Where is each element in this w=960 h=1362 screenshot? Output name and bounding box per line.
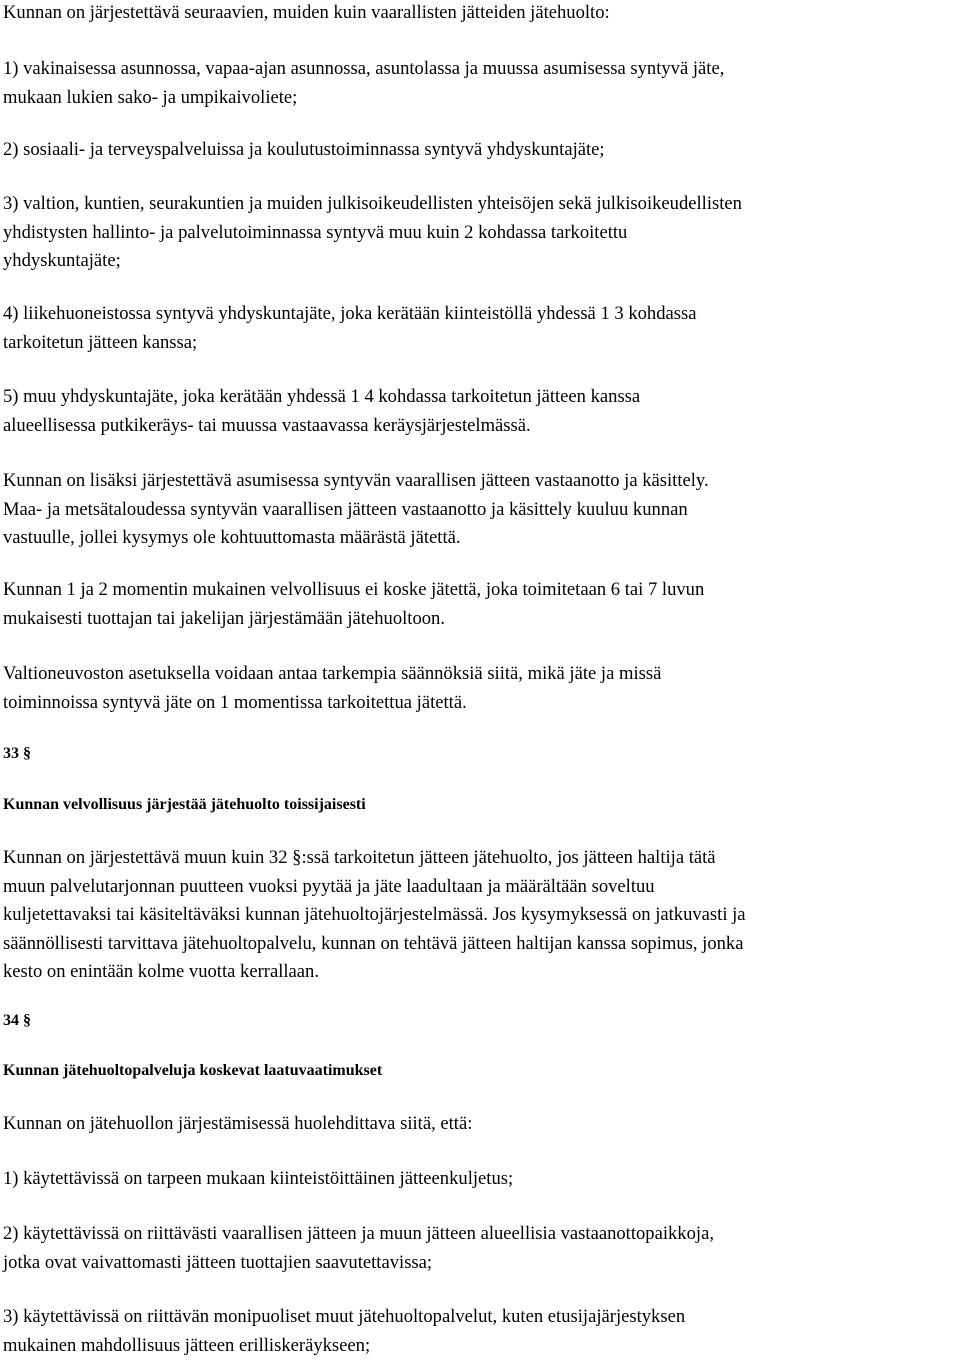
text-line: mukaan lukien sako- ja umpikaivoliete;	[3, 86, 298, 108]
text-line: toiminnoissa syntyvä jäte on 1 momentissa tarkoitettua jätettä.	[3, 691, 467, 713]
text-line: Maa- ja metsätaloudessa syntyvän vaarallisen jätteen vastaanotto ja käsittely kuuluu kunnan	[3, 498, 688, 520]
section-heading-34: Kunnan jätehuoltopalveluja koskevat laatuvaatimukset	[3, 1062, 383, 1079]
text-line: alueellisessa putkikeräys- tai muussa vastaavassa keräysjärjestelmässä.	[3, 414, 531, 436]
text-line: yhdyskuntajäte;	[3, 250, 121, 272]
text-line: vastuulle, jollei kysymys ole kohtuuttomasta määrästä jätettä.	[3, 527, 461, 549]
text-line: kuljetettavaksi tai käsiteltäväksi kunnan jätehuoltojärjestelmässä. Jos kysymyksessä on jatkuvasti ja	[3, 904, 746, 926]
list-item-4	[3, 300, 956, 357]
text-line: Kunnan on lisäksi järjestettävä asumisessa syntyvän vaarallisen jätteen vastaanotto ja käsittely.	[3, 470, 709, 491]
text-line: yhdistysten hallinto- ja palvelutoiminnassa syntyvä muu kuin 2 kohdassa tarkoitettu	[3, 221, 628, 243]
text-line: 1) käytettävissä on tarpeen mukaan kiinteistöittäinen jätteenkuljetus;	[3, 1168, 514, 1189]
section-34-item-2	[3, 1220, 956, 1277]
text-line: Kunnan on järjestettävä muun kuin 32 §:ssä tarkoitetun jätteen jätehuolto, jos jätteen haltija tätä	[3, 847, 716, 868]
text-line: Kunnan on järjestettävä seuraavien, muiden kuin vaarallisten jätteiden jätehuolto:	[3, 2, 610, 23]
text-line: 1) vakinaisessa asunnossa, vapaa-ajan asunnossa, asuntolassa ja muussa asumisessa syntyvä jäte,	[3, 58, 725, 79]
section-33-paragraph	[3, 844, 956, 987]
section-34-intro	[3, 1110, 956, 1139]
text-line: 3) valtion, kuntien, seurakuntien ja muiden julkisoikeudellisten yhteisöjen sekä julkisoikeudellisten	[3, 193, 742, 214]
list-item-5	[3, 383, 956, 440]
section-number-34: 34 §	[3, 1012, 31, 1029]
intro-paragraph	[3, 0, 956, 28]
section-34-item-3	[3, 1303, 956, 1360]
text-line: 2) käytettävissä on riittävästi vaarallisen jätteen ja muun jätteen alueellisia vastaanottopaikkoja,	[3, 1223, 714, 1244]
text-line: muun palvelutarjonnan puutteen vuoksi pyytää ja jäte laadultaan ja määrältään soveltuu	[3, 875, 655, 897]
paragraph-decree	[3, 660, 956, 717]
section-34-item-1	[3, 1165, 956, 1194]
text-line: Kunnan on jätehuollon järjestämisessä huolehdittava siitä, että:	[3, 1113, 473, 1134]
text-line: 3) käytettävissä on riittävän monipuoliset muut jätehuoltopalvelut, kuten etusijajärjestyksen	[3, 1306, 686, 1327]
list-item-1	[3, 55, 956, 112]
text-line: 5) muu yhdyskuntajäte, joka kerätään yhdessä 1 4 kohdassa tarkoitetun jätteen kanssa	[3, 386, 641, 407]
paragraph-hazardous-waste	[3, 467, 956, 553]
text-line: Valtioneuvoston asetuksella voidaan antaa tarkempia säännöksiä siitä, mikä jäte ja missä	[3, 663, 662, 684]
list-item-3	[3, 190, 956, 276]
text-line: Kunnan 1 ja 2 momentin mukainen velvollisuus ei koske jätettä, joka toimitetaan 6 tai 7 luvun	[3, 579, 705, 600]
text-line: 2) sosiaali- ja terveyspalveluissa ja koulutustoiminnassa syntyvä yhdyskuntajäte;	[3, 139, 605, 160]
list-item-2	[3, 136, 956, 165]
text-line: mukaisesti tuottajan tai jakelijan järjestämään jätehuoltoon.	[3, 607, 445, 629]
text-line: säännöllisesti tarvittava jätehuoltopalvelu, kunnan on tehtävä jätteen haltijan kanssa sopimus, jonka	[3, 932, 744, 954]
section-heading-33: Kunnan velvollisuus järjestää jätehuolto toissijaisesti	[3, 796, 366, 813]
text-line: kesto on enintään kolme vuotta kerrallaan.	[3, 961, 319, 983]
paragraph-exemption	[3, 576, 956, 633]
text-line: tarkoitetun jätteen kanssa;	[3, 331, 198, 353]
text-line: jotka ovat vaivattomasti jätteen tuottajien saavutettavissa;	[3, 1251, 433, 1273]
text-line: 4) liikehuoneistossa syntyvä yhdyskuntajäte, joka kerätään kiinteistöllä yhdessä 1 3 kohdassa	[3, 303, 697, 324]
text-line: mukainen mahdollisuus jätteen erilliskeräykseen;	[3, 1334, 371, 1356]
section-number-33: 33 §	[3, 745, 31, 762]
